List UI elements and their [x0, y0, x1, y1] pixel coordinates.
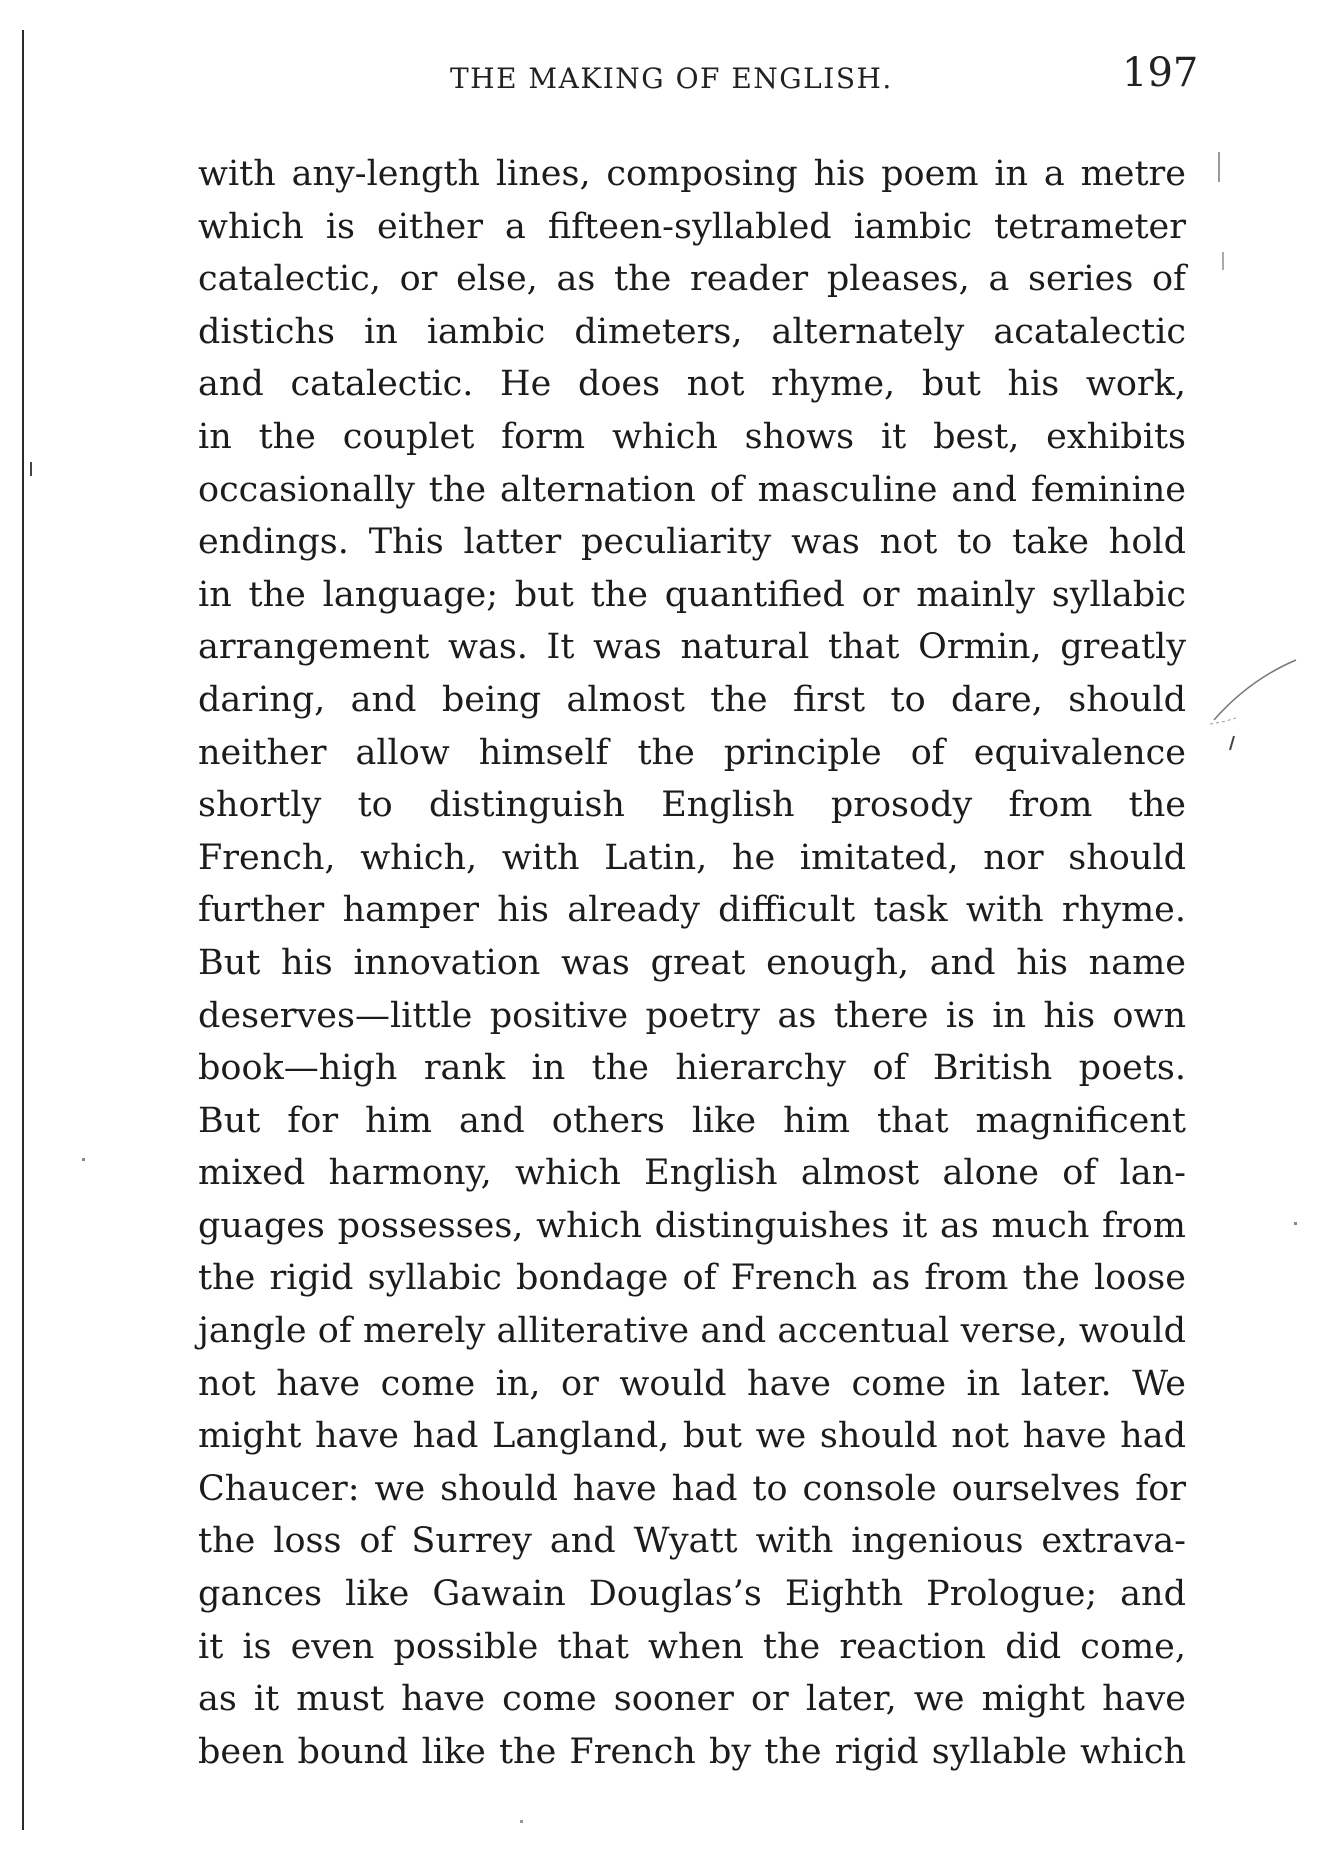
text-line: and catalectic. He does not rhyme, but his work, — [198, 364, 1186, 405]
page-number: 197 — [1122, 50, 1199, 96]
margin-speck — [82, 1158, 85, 1161]
text-line: book—high rank in the hierarchy of British poets. — [198, 1048, 1186, 1089]
pencil-mark — [1204, 640, 1318, 760]
text-line: with any-length lines, composing his poem in a metre — [198, 154, 1186, 194]
text-line: guages possesses, which distinguishes it as much from — [198, 1205, 1186, 1246]
text-line: not have come in, or would have come in later. We — [198, 1363, 1186, 1404]
text-line: gances like Gawain Douglas’s Eighth Prologue; and — [198, 1574, 1186, 1615]
text-line: in the language; but the quantified or mainly syllabic — [198, 574, 1186, 615]
text-line: occasionally the alternation of masculine and feminine — [198, 469, 1186, 510]
text-line: arrangement was. It was natural that Ormin, greatly — [198, 627, 1186, 668]
margin-speck — [1294, 1222, 1297, 1225]
text-line: the loss of Surrey and Wyatt with ingenious extrava- — [198, 1521, 1186, 1562]
text-line: been bound like the French by the rigid syllable which — [198, 1731, 1186, 1772]
text-line: the rigid syllabic bondage of French as from the loose — [198, 1258, 1186, 1299]
text-line: French, which, with Latin, he imitated, nor should — [198, 837, 1186, 878]
text-line: mixed harmony, which English almost alone of lan- — [198, 1153, 1186, 1194]
text-line: in the couplet form which shows it best, exhibits — [198, 416, 1186, 457]
page-gutter-rule — [22, 30, 24, 1830]
text-line: But for him and others like him that magnificent — [198, 1100, 1186, 1141]
text-line: neither allow himself the principle of equivalence — [198, 732, 1186, 773]
text-line: which is either a fifteen-syllabled iambic tetrameter — [198, 206, 1186, 247]
text-line: catalectic, or else, as the reader pleases, a series of — [198, 259, 1186, 300]
text-line: might have had Langland, but we should not have had — [198, 1416, 1186, 1457]
body-text — [198, 148, 1186, 1778]
text-line: But his innovation was great enough, and his name — [198, 942, 1186, 983]
text-line: jangle of merely alliterative and accentual verse, would — [198, 1311, 1186, 1352]
text-line: daring, and being almost the first to dare, should — [198, 679, 1186, 720]
text-line: deserves—little positive poetry as there is in his own — [198, 995, 1186, 1036]
text-line: endings. This latter peculiarity was not to take hold — [198, 522, 1186, 563]
running-title: THE MAKING OF ENGLISH. — [450, 62, 893, 95]
text-line: Chaucer: we should have had to console ourselves for — [198, 1468, 1186, 1509]
margin-speck — [30, 462, 32, 476]
margin-speck — [1222, 252, 1224, 270]
text-line: distichs in iambic dimeters, alternately acatalectic — [198, 311, 1186, 352]
text-line: shortly to distinguish English prosody from the — [198, 785, 1186, 826]
text-line: it is even possible that when the reaction did come, — [198, 1626, 1186, 1667]
text-line: as it must have come sooner or later, we might have — [198, 1679, 1186, 1720]
margin-speck — [520, 1820, 523, 1823]
margin-speck — [1218, 152, 1220, 182]
text-line: further hamper his already difficult task with rhyme. — [198, 890, 1186, 931]
